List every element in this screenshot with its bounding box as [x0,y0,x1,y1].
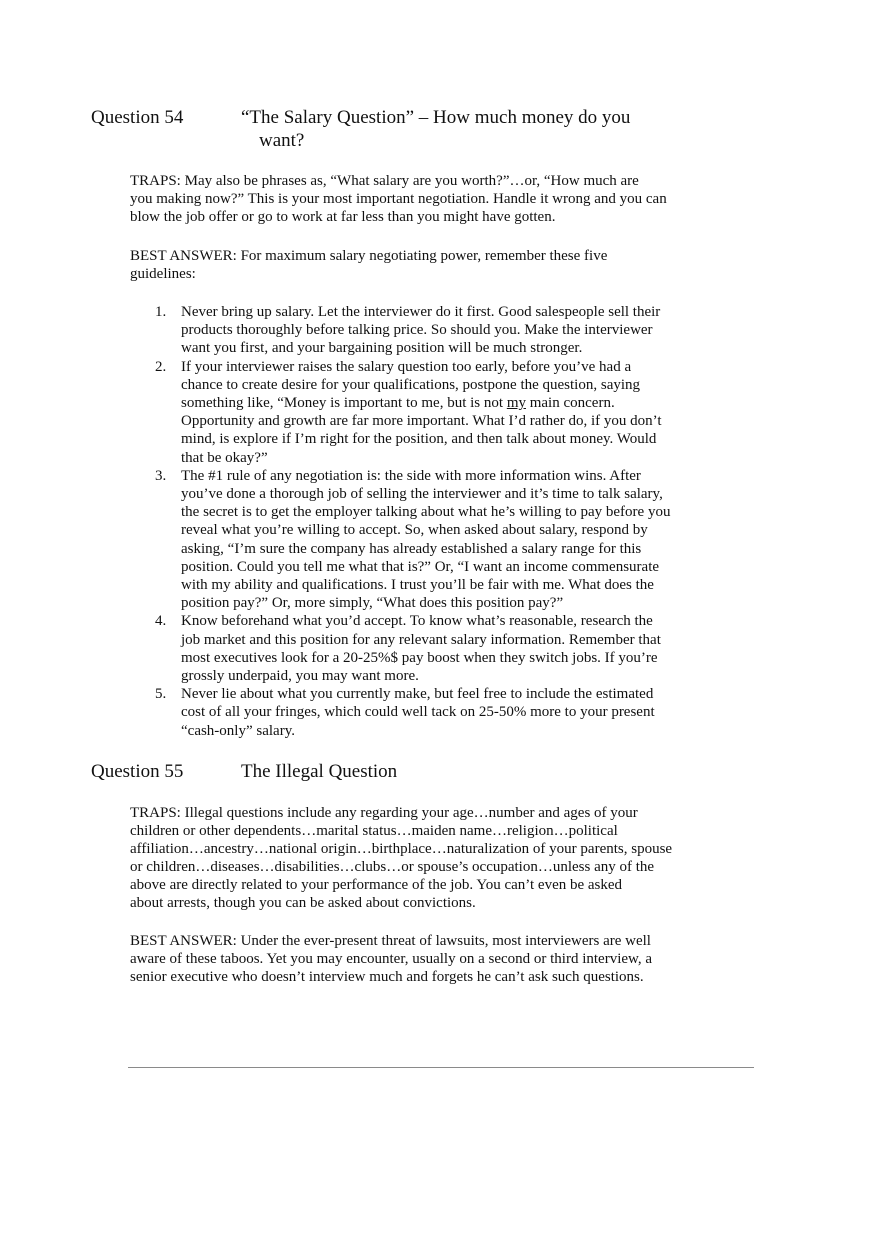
list-item-line: The #1 rule of any negotiation is: the side with more information wins. After [181,467,641,484]
list-item [155,612,715,685]
question-54-best-answer [130,247,705,283]
list-item [155,358,715,467]
list-item-line: Know beforehand what you’d accept. To know what’s reasonable, research the [181,613,653,630]
list-item-line: Opportunity and growth are far more important. What I’d rather do, if you don’t [181,413,662,430]
question-55-title: The Illegal Question [241,761,398,782]
list-item [155,467,715,613]
list-item-text: something like, “Money is important to me, but is not [181,395,507,412]
list-item-number: 1. [155,304,167,320]
footer-divider [128,1067,754,1068]
traps-line: TRAPS: May also be phrases as, “What salary are you worth?”…or, “How much are [130,173,639,189]
question-55-traps [130,804,705,912]
traps-line: children or other dependents…marital status…maiden name…religion…political [130,823,618,839]
list-item-line: Never bring up salary. Let the interviewer do it first. Good salespeople sell their [181,304,661,320]
traps-line: you making now?” This is your most important negotiation. Handle it wrong and you can [130,191,667,207]
traps-line: or children…diseases…disabilities…clubs…or spouse’s occupation…unless any of the [130,859,655,875]
list-item-line: products thoroughly before talking price. So should you. Make the interviewer [181,322,653,339]
question-55-number: Question 55 [91,761,184,782]
best-answer-line: aware of these taboos. Yet you may encounter, usually on a second or third interview, a [130,951,653,967]
salary-guidelines-list [155,303,715,740]
question-54-title-line-2: want? [259,130,305,151]
list-item-line: “cash-only” salary. [181,722,295,739]
list-item-line: want you first, and your bargaining position will be much stronger. [181,340,583,357]
best-answer-line: BEST ANSWER: For maximum salary negotiating power, remember these five [130,248,608,264]
traps-line: blow the job offer or go to work at far less than you might have gotten. [130,209,556,225]
question-54-title [241,106,681,152]
traps-line: affiliation…ancestry…national origin…birthplace…naturalization of your parents, spouse [130,841,673,857]
list-item-line: Never lie about what you currently make, but feel free to include the estimated [181,686,654,703]
list-item-number: 3. [155,467,167,484]
list-item-line: asking, “I’m sure the company has already established a salary range for this [181,540,642,557]
list-item-line: that be okay?” [181,449,268,466]
list-item-text: main concern. [525,395,615,412]
list-item-number: 4. [155,613,167,630]
list-item-line: position pay?” Or, more simply, “What does this position pay?” [181,595,564,612]
list-item-number: 5. [155,686,167,703]
list-item-line: chance to create desire for your qualifications, postpone the question, saying [181,376,641,393]
question-54-number: Question 54 [91,107,184,128]
traps-line: about arrests, though you can be asked about convictions. [130,895,476,911]
list-item-line: If your interviewer raises the salary question too early, before you’ve had a [181,358,632,375]
list-item [155,303,715,358]
question-54-traps [130,172,705,226]
best-answer-line: guidelines: [130,266,196,282]
question-55-best-answer [130,932,705,986]
traps-line: above are directly related to your performance of the job. You can’t even be asked [130,877,623,893]
list-item-line [181,394,715,412]
list-item-line: job market and this position for any relevant salary information. Remember that [181,631,661,648]
list-item-line: position. Could you tell me what that is?” Or, “I want an income commensurate [181,558,660,575]
list-item-line: grossly underpaid, you may want more. [181,668,419,685]
question-54-title-line-1: “The Salary Question” – How much money do you [241,107,631,128]
list-item-line: with my ability and qualifications. I trust you’ll be fair with me. What does the [181,577,654,594]
underlined-word: my [506,395,526,412]
list-item-line: the secret is to get the employer talking about what he’s willing to pay before you [181,504,671,521]
list-item-line: mind, is explore if I’m right for the position, and then talk about money. Would [181,431,657,448]
list-item-number: 2. [155,358,167,375]
best-answer-line: senior executive who doesn’t interview much and forgets he can’t ask such questions. [130,969,644,985]
list-item-line: you’ve done a thorough job of selling the interviewer and it’s time to talk salary, [181,486,663,503]
best-answer-line: BEST ANSWER: Under the ever-present threat of lawsuits, most interviewers are well [130,933,651,949]
list-item-line: cost of all your fringes, which could well tack on 25-50% more to your present [181,704,655,721]
list-item [155,685,715,740]
list-item-line: most executives look for a 20-25%$ pay boost when they switch jobs. If you’re [181,649,658,666]
traps-line: TRAPS: Illegal questions include any regarding your age…number and ages of your [130,805,638,821]
list-item-line: reveal what you’re willing to accept. So, when asked about salary, respond by [181,522,648,539]
